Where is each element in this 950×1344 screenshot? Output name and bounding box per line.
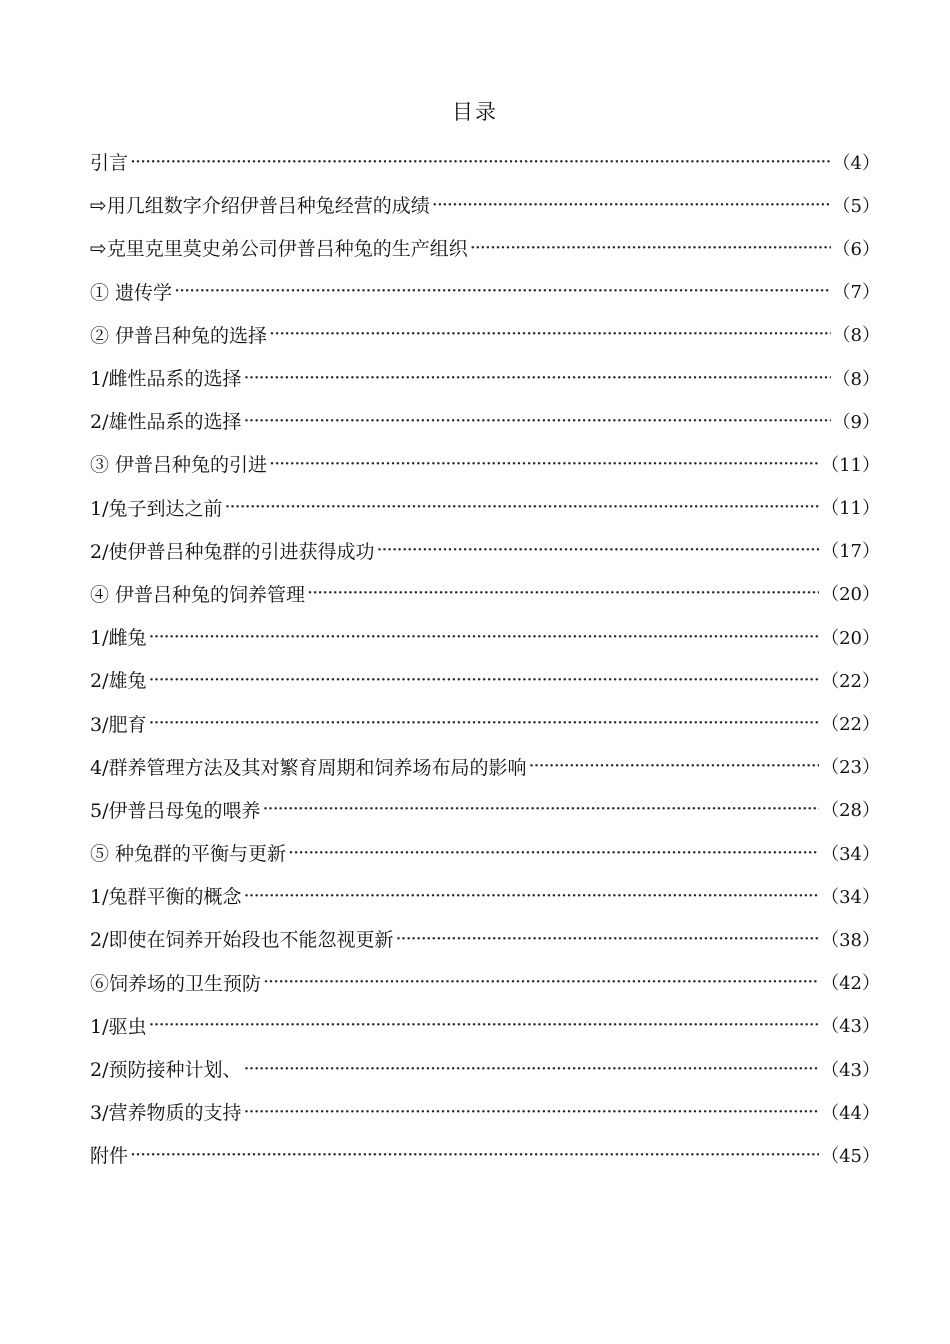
toc-entry-page: （38） <box>821 929 880 951</box>
dot-leader <box>269 323 831 345</box>
dot-leader <box>244 1058 820 1080</box>
dot-leader <box>225 496 820 518</box>
toc-entry-page: （42） <box>821 973 880 995</box>
toc-entry-label: 3/营养物质的支持 <box>90 1102 242 1125</box>
toc-entry-label: ③ 伊普吕种兔的引进 <box>90 454 268 477</box>
toc-entry-page: （7） <box>832 282 880 304</box>
toc-entry-page: （34） <box>821 886 880 908</box>
dot-leader <box>149 669 820 691</box>
toc-entry-label: 5/伊普吕母兔的喂养 <box>90 799 261 822</box>
toc-entry <box>90 788 880 831</box>
dot-leader <box>149 626 820 648</box>
toc-entry-label: 2/雄兔 <box>90 670 147 693</box>
toc-entry-page: （20） <box>821 627 880 649</box>
dot-leader <box>149 1014 820 1036</box>
toc-entry-page: （45） <box>821 1145 880 1167</box>
toc-entry <box>90 529 880 572</box>
toc-entry-label: ① 遗传学 <box>90 281 173 304</box>
dot-leader <box>307 582 819 604</box>
toc-entry-page: （11） <box>821 498 880 520</box>
toc-entry <box>90 226 880 269</box>
toc-entry <box>90 1004 880 1047</box>
toc-entry-label: 1/雌性品系的选择 <box>90 368 242 391</box>
dot-leader <box>149 712 820 734</box>
toc-entry-label: 3/肥育 <box>90 713 147 736</box>
toc-entry-page: （5） <box>832 195 880 217</box>
toc-entry-label: 2/使伊普吕种兔群的引进获得成功 <box>90 540 375 563</box>
right-arrow-icon: ⇨ <box>90 235 107 260</box>
table-of-contents <box>90 140 880 1177</box>
toc-entry <box>90 442 880 485</box>
dot-leader <box>377 539 820 561</box>
toc-entry-label: 附件 <box>90 1145 129 1168</box>
toc-entry-label: 1/驱虫 <box>90 1015 147 1038</box>
toc-entry-page: （22） <box>821 714 880 736</box>
toc-entry-label: 2/预防接种计划、 <box>90 1059 242 1082</box>
toc-entry-page: （4） <box>832 152 880 174</box>
toc-entry-page: （8） <box>832 325 880 347</box>
dot-leader <box>174 280 831 302</box>
toc-entry-label: 1/雌兔 <box>90 627 147 650</box>
dot-leader <box>244 885 820 907</box>
toc-entry-page: （22） <box>821 670 880 692</box>
toc-entry <box>90 140 880 183</box>
toc-entry-label: 1/兔子到达之前 <box>90 497 223 520</box>
toc-entry <box>90 486 880 529</box>
toc-entry <box>90 1047 880 1090</box>
toc-entry <box>90 917 880 960</box>
toc-entry-page: （28） <box>821 800 880 822</box>
dot-leader <box>263 971 819 993</box>
dot-leader <box>288 842 819 864</box>
toc-entry-page: （6） <box>832 238 880 260</box>
toc-entry-label: 克里克里莫史弟公司伊普吕种兔的生产组织 <box>106 238 468 261</box>
toc-entry-label: 用几组数字介绍伊普吕种兔经营的成绩 <box>106 195 430 218</box>
toc-entry <box>90 399 880 442</box>
toc-entry <box>90 658 880 701</box>
dot-leader <box>396 928 820 950</box>
toc-entry <box>90 572 880 615</box>
toc-entry-page: （20） <box>821 584 880 606</box>
right-arrow-icon: ⇨ <box>90 192 107 217</box>
dot-leader <box>269 453 819 475</box>
toc-entry-label: ⑤ 种兔群的平衡与更新 <box>90 843 287 866</box>
toc-entry-page: （17） <box>821 541 880 563</box>
toc-entry <box>90 1090 880 1133</box>
toc-entry-label: ② 伊普吕种兔的选择 <box>90 324 268 347</box>
toc-entry-page: （43） <box>821 1016 880 1038</box>
dot-leader <box>244 410 831 432</box>
toc-title: 目录 <box>452 100 498 124</box>
toc-entry-label: 引言 <box>90 152 129 175</box>
toc-entry <box>90 874 880 917</box>
toc-entry-label: ⑥饲养场的卫生预防 <box>90 972 262 995</box>
toc-entry <box>90 356 880 399</box>
toc-entry-label: 2/即使在饲养开始段也不能忽视更新 <box>90 929 394 952</box>
toc-entry-page: （34） <box>821 843 880 865</box>
dot-leader <box>244 1101 820 1123</box>
toc-entry-label: 2/雄性品系的选择 <box>90 411 242 434</box>
toc-entry-page: （11） <box>821 454 880 476</box>
toc-entry-page: （44） <box>821 1102 880 1124</box>
dot-leader <box>263 798 820 820</box>
dot-leader <box>529 755 820 777</box>
toc-entry-page: （43） <box>821 1059 880 1081</box>
dot-leader <box>130 1144 819 1166</box>
toc-entry-label: 1/兔群平衡的概念 <box>90 886 242 909</box>
toc-entry-page: （8） <box>832 368 880 390</box>
toc-entry-label: 4/群养管理方法及其对繁育周期和饲养场布局的影响 <box>90 756 527 779</box>
dot-leader <box>470 237 831 259</box>
toc-entry <box>90 183 880 226</box>
toc-entry-page: （9） <box>832 411 880 433</box>
toc-entry <box>90 701 880 744</box>
toc-entry <box>90 961 880 1004</box>
dot-leader <box>130 151 831 173</box>
toc-entry <box>90 831 880 874</box>
toc-entry <box>90 313 880 356</box>
toc-entry-page: （23） <box>821 757 880 779</box>
toc-entry-label: ④ 伊普吕种兔的饲养管理 <box>90 583 306 606</box>
toc-entry <box>90 615 880 658</box>
toc-entry <box>90 270 880 313</box>
toc-entry <box>90 745 880 788</box>
toc-entry <box>90 1133 880 1176</box>
dot-leader <box>244 367 831 389</box>
dot-leader <box>432 194 831 216</box>
